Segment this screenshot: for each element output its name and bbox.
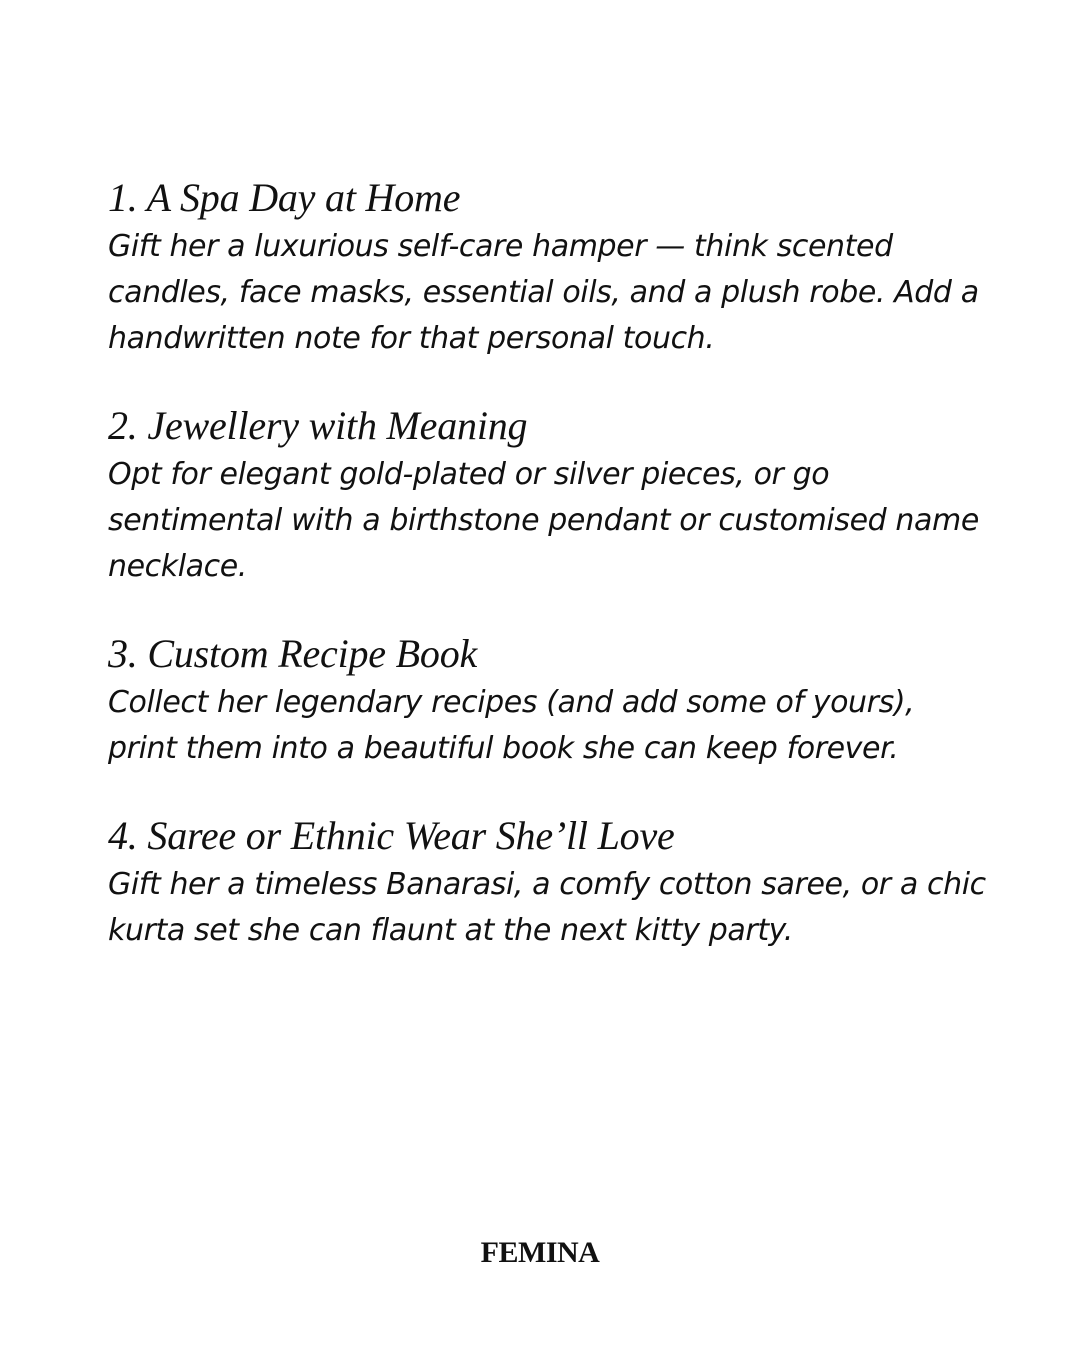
gift-item-recipe-book xyxy=(108,628,988,772)
gift-item-title: 1. A Spa Day at Home xyxy=(108,175,461,220)
gift-item-title: 3. Custom Recipe Book xyxy=(108,631,478,676)
gift-item-description: Opt for elegant gold-plated or silver pieces, or go sentimental with a birthstone pendant or customised name necklace. xyxy=(108,457,979,584)
gift-list xyxy=(108,172,988,992)
gift-item-description: Gift her a timeless Banarasi, a comfy cotton saree, or a chic kurta set she can flaunt at the next kitty party. xyxy=(108,867,986,948)
gift-item-title: 4. Saree or Ethnic Wear She’ll Love xyxy=(108,813,675,858)
gift-item-title: 2. Jewellery with Meaning xyxy=(108,403,528,448)
gift-item-saree xyxy=(108,810,988,954)
gift-item-jewellery xyxy=(108,400,988,590)
brand-logo: FEMINA xyxy=(480,1236,600,1269)
gift-item-description: Gift her a luxurious self-care hamper — think scented candles, face masks, essential oils, and a plush robe. Add a handwritten note for that personal touch. xyxy=(108,229,979,356)
gift-item-description: Collect her legendary recipes (and add some of yours), print them into a beautiful book she can keep forever. xyxy=(108,685,915,766)
gift-item-spa-day xyxy=(108,172,988,362)
